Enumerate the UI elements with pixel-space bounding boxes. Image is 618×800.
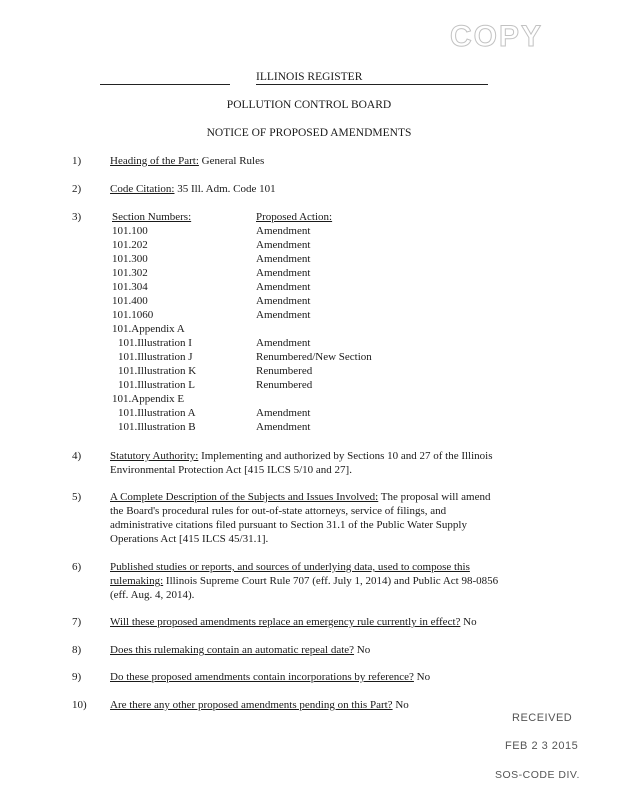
section-101-302: 101.302	[112, 267, 148, 279]
action-illustration-j: Renumbered/New Section	[256, 351, 372, 363]
section-appendix-a: 101.Appendix A	[112, 323, 185, 335]
item-5-line-3: administrative citations filed pursuant to Section 31.1 of the Public Water Supply	[110, 519, 467, 531]
item-6-number: 6)	[72, 561, 82, 573]
section-illustration-j: 101.Illustration J	[118, 351, 193, 363]
item-2-number: 2)	[72, 183, 82, 195]
item-6-label-line-2: rulemaking:	[110, 575, 164, 587]
item-1-value: General Rules	[201, 155, 265, 167]
action-101-302: Amendment	[256, 267, 311, 279]
item-8	[110, 645, 370, 656]
item-10-label: Are there any other proposed amendments pending on this Part?	[110, 699, 393, 711]
section-illustration-i: 101.Illustration I	[118, 337, 192, 349]
action-101-1060: Amendment	[256, 309, 311, 321]
section-illustration-b: 101.Illustration B	[118, 421, 196, 433]
section-101-300: 101.300	[112, 253, 148, 265]
section-illustration-a: 101.Illustration A	[118, 407, 196, 419]
item-10-value: No	[395, 699, 409, 711]
action-illustration-k: Renumbered	[256, 365, 313, 377]
item-4-label: Statutory Authority:	[110, 450, 199, 462]
item-8-number: 8)	[72, 644, 82, 656]
action-illustration-b: Amendment	[256, 421, 311, 433]
register-title: ILLINOIS REGISTER	[256, 71, 363, 83]
item-4-line-2: Environmental Protection Act [415 ILCS 5/10 and 27].	[110, 464, 352, 476]
notice-title: NOTICE OF PROPOSED AMENDMENTS	[206, 127, 412, 139]
action-101-300: Amendment	[256, 253, 311, 265]
section-appendix-e: 101.Appendix E	[112, 393, 185, 405]
section-101-202: 101.202	[112, 239, 148, 251]
action-illustration-i: Amendment	[256, 337, 311, 349]
item-6-line-2	[110, 576, 498, 587]
header-rule-right	[256, 84, 488, 85]
item-5-line-4: Operations Act [415 ILCS 45/31.1].	[110, 533, 269, 545]
copy-watermark: COPY	[450, 20, 544, 53]
proposed-action-header: Proposed Action:	[256, 211, 333, 223]
item-4-text: Implementing and authorized by Sections 10 and 27 of the Illinois	[201, 450, 493, 462]
item-8-label: Does this rulemaking contain an automatic repeal date?	[110, 644, 355, 656]
item-10-number: 10)	[72, 699, 87, 711]
section-101-100: 101.100	[112, 225, 148, 237]
item-10	[110, 700, 409, 711]
action-101-304: Amendment	[256, 281, 311, 293]
item-8-value: No	[356, 644, 371, 656]
item-7	[110, 617, 477, 628]
action-illustration-a: Amendment	[256, 407, 311, 419]
item-2	[110, 184, 276, 195]
action-illustration-l: Renumbered	[256, 379, 313, 391]
action-101-202: Amendment	[256, 239, 311, 251]
item-6-line-3: (eff. Aug. 4, 2014).	[110, 589, 195, 601]
item-4-line-1	[110, 451, 493, 462]
item-9-label: Do these proposed amendments contain incorporations by reference?	[110, 671, 414, 683]
section-101-304: 101.304	[112, 281, 148, 293]
section-101-400: 101.400	[112, 295, 148, 307]
item-9	[110, 672, 430, 683]
item-5-text: The proposal will amend	[380, 491, 491, 503]
item-3-number: 3)	[72, 211, 82, 223]
item-1	[110, 156, 264, 167]
item-2-value: 35 Ill. Adm. Code 101	[177, 183, 276, 195]
section-101-1060: 101.1060	[112, 309, 154, 321]
item-5-label: A Complete Description of the Subjects and Issues Involved:	[110, 491, 379, 503]
section-numbers-header: Section Numbers:	[112, 211, 192, 223]
item-5-line-1	[110, 492, 490, 503]
board-title: POLLUTION CONTROL BOARD	[226, 99, 392, 111]
received-date-stamp: FEB 2 3 2015	[505, 740, 579, 752]
item-6-text: Illinois Supreme Court Rule 707 (eff. July 1, 2014) and Public Act 98-0856	[165, 575, 499, 587]
item-1-label: Heading of the Part:	[110, 155, 199, 167]
section-illustration-l: 101.Illustration L	[118, 379, 195, 391]
item-5-number: 5)	[72, 491, 82, 503]
item-7-number: 7)	[72, 616, 82, 628]
header-rule-left	[100, 84, 230, 85]
item-6-label-line-1: Published studies or reports, and sources of underlying data, used to compose this	[110, 561, 470, 573]
item-9-value: No	[416, 671, 431, 683]
item-1-number: 1)	[72, 155, 82, 167]
item-9-number: 9)	[72, 671, 82, 683]
item-5-line-2: the Board's procedural rules for out-of-state attorneys, service of filings, and	[110, 505, 447, 517]
item-7-label: Will these proposed amendments replace an emergency rule currently in effect?	[110, 616, 461, 628]
section-illustration-k: 101.Illustration K	[118, 365, 197, 377]
item-4-number: 4)	[72, 450, 82, 462]
received-stamp: RECEIVED	[512, 712, 573, 724]
office-stamp: SOS-CODE DIV.	[495, 769, 580, 781]
action-101-400: Amendment	[256, 295, 311, 307]
item-7-value: No	[463, 616, 477, 628]
action-101-100: Amendment	[256, 225, 311, 237]
item-2-label: Code Citation:	[110, 183, 175, 195]
